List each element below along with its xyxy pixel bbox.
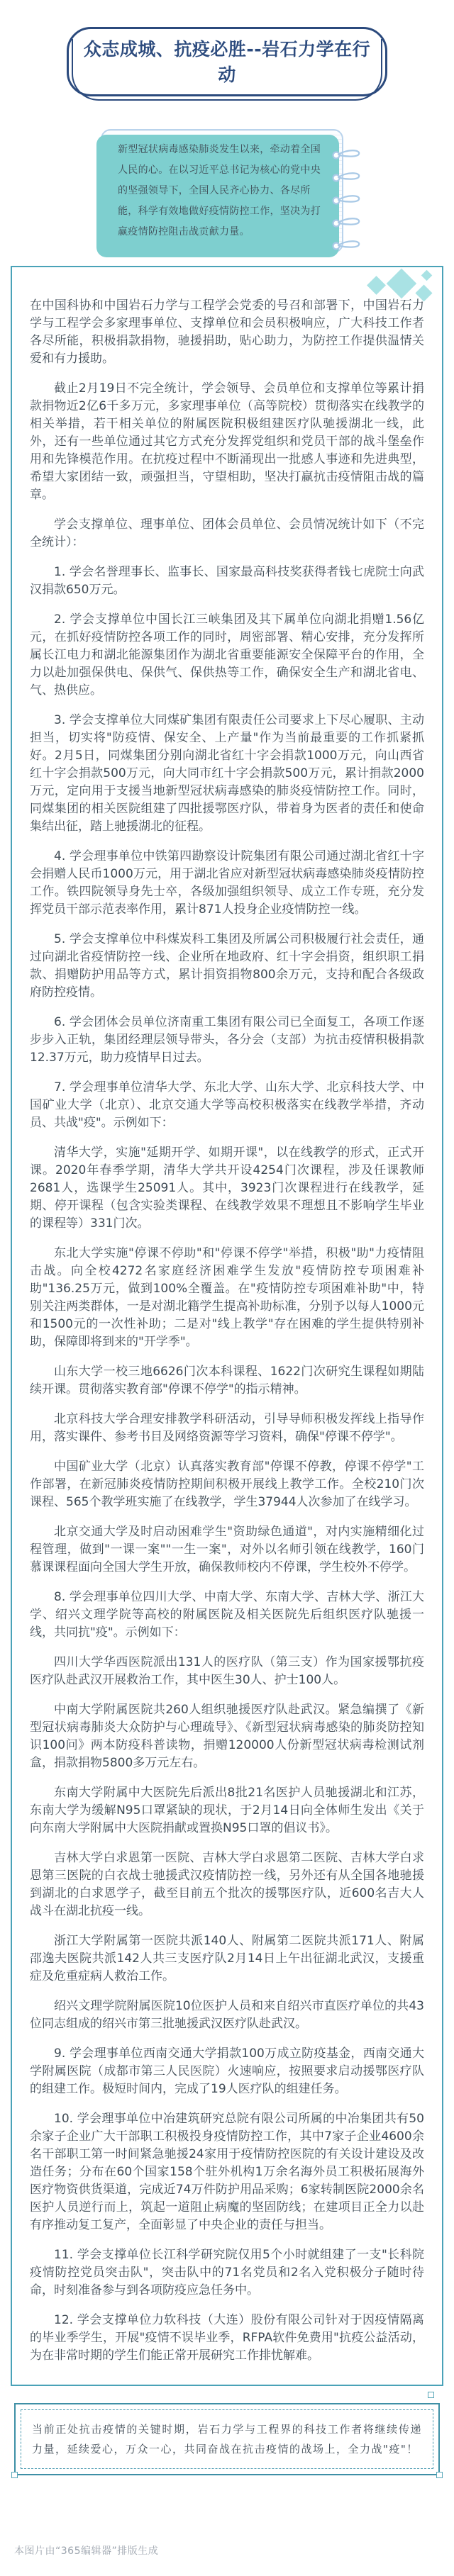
paragraph: 学会支撑单位、理事单位、团体会员单位、会员情况统计如下（不完全统计）： [30, 517, 424, 549]
paragraph: 东北大学实施"停课不停助"和"停课不停学"举措，积极"助"力疫情阻击战。向全校4272名家庭经济困难学生发放"疫情防控专项困难补助"136.25万元，做到100%全覆盖。在"疫情防控专项困难补助"中，特别关注两类群体，一是对湖北籍学生提高补助标准，分别予以每人1000元和1500元的一次性补助；二是对"线上教学"存在困难的学生提供特别补助，保障即将到来的"开学季"。 [30, 1246, 424, 1349]
binder-ring-icon [331, 238, 363, 251]
paragraph: 山东大学一校三地6626门次本科课程、1622门次研究生课程如期陆续开课。贯彻落实教育部"停课不停学"的指示精神。 [30, 1365, 424, 1396]
paragraph: 吉林大学白求恩第一医院、吉林大学白求恩第二医院、吉林大学白求恩第三医院的白衣战士驰援武汉疫情防控一线，另外还有从全国各地驰援到湖北的白求恩学子，截至目前五个批次的援鄂医疗队，近600名吉大人战斗在湖北抗疫一线。 [30, 1851, 424, 1918]
paragraph: 2. 学会支撑单位中国长江三峡集团及其下属单位向湖北捐赠1.56亿元，在抓好疫情防控各项工作的同时，周密部署、精心安排，充分发挥所属长江电力和湖北能源集团作为湖北省重要能源安全保障平台的作用，全力以赴加强保供电、保供气、保供热等工作，确保安全生产和湖北省电、气、热供应。 [30, 612, 424, 698]
paragraph: 10. 学会理事单位中冶建筑研究总院有限公司所属的中冶集团共有50余家子企业广大干部职工积极投身疫情防控工作，其中7家子企业4600余名干部职工第一时间紧急驰援24家用于疫情防控医院的有关设计建设及改造任务；分布在60个国家158个驻外机构1万余名海外员工积极拓展海外医疗物资供货渠道，完成近74万件防护用品采购；6家转制医院2000余名医护人员逆行而上，筑起一道阻止病魔的坚固防线；在建项目正全力以赴有序推动复工复产，全面彰显了中央企业的责任与担当。 [30, 2112, 424, 2232]
paragraph: 3. 学会支撑单位大同煤矿集团有限责任公司要求上下尽心履职、主动担当，切实将"防疫情、保安全、上产量"作为当前最重要的工作抓紧抓好。2月5日，同煤集团分别向湖北省红十字会捐款1000万元，向山西省红十字会捐款500万元，向大同市红十字会捐款500万元，累计捐款2000万元，定向用于支援当地新型冠状病毒感染的肺炎疫情防控工作。同时，同煤集团的相关医院组建了四批援鄂医疗队，带着身为医者的责任和使命集结出征，踏上驰援湖北的征程。 [30, 713, 424, 834]
footer-credit: 本图片由“365编辑器”排版生成 [14, 2546, 159, 2557]
paragraph: 北京交通大学及时启动困难学生"资助绿色通道"，对内实施精细化过程管理，做到"一课一案""一生一案"，对外以名师引领在线教学，160门慕课课程面向全国大学生开放，确保教师校内不停课，学生校外不停学。 [30, 1525, 424, 1574]
paragraph: 12. 学会支撑单位力软科技（大连）股份有限公司针对于因疫情隔离的毕业季学生，开展"疫情不误毕业季，RFPA软件免费用"抗疫公益活动，为在非常时期的学生们能正常开展研究工作排忧解难。 [30, 2313, 424, 2363]
binder-ring-icon [331, 193, 363, 206]
paragraph: 截止2月19日不完全统计，学会领导、会员单位和支撑单位等累计捐款捐物近2亿6千多万元，多家理事单位（高等院校）贯彻落实在线教学的相关举措，若干相关单位的附属医院积极组建医疗队驰援湖北一线，此外，还有一些单位通过其它方式充分发挥党组织和党员干部的战斗堡垒作用和先锋模范作用。在抗疫过程中不断涌现出一批感人事迹和先进典型，希望大家团结一致，顽强担当，守望相助，坚决打赢抗击疫情阻击战的篇章。 [30, 381, 424, 502]
selection-handle [11, 2472, 18, 2478]
diamond-deco-icon [421, 270, 433, 281]
title-banner [67, 27, 387, 96]
paragraph: 清华大学，实施"延期开学、如期开课"，以在线教学的形式，正式开课。2020年春季学期，清华大学共开设4254门次课程，涉及任课教师2681人，选课学生25091人。其中，3923门次课程进行在线教学，延期、停开课程（包含实验类课程、在线教学效果不理想且不影响学生毕业的课程等）331门次。 [30, 1146, 424, 1231]
paragraph: 在中国科协和中国岩石力学与工程学会党委的号召和部署下，中国岩石力学与工程学会多家理事单位、支撑单位和会员积极响应，广大科技工作者各尽所能，积极捐款捐物，驰援捐助，贴心助力，为防控工作提供温情关爱和有力援助。 [30, 298, 424, 366]
page-title: 众志成城、抗疫必胜--岩石力学在行动 [67, 27, 387, 96]
paragraph: 4. 学会理事单位中铁第四勘察设计院集团有限公司通过湖北省红十字会捐赠人民币1000万元，用于湖北省应对新型冠状病毒感染肺炎疫情防控工作。铁四院领导身先士卒，各级加强组织领导、成立工作专班，充分发挥党员干部示范表率作用，累计871人投身企业疫情防控一线。 [30, 849, 424, 917]
paragraph: 1. 学会名誉理事长、监事长、国家最高科技奖获得者钱七虎院士向武汉捐款650万元。 [30, 565, 424, 597]
diamond-deco-icon [367, 276, 386, 295]
callout-text: 当前正处抗击疫情的关键时期，岩石力学与工程界的科技工作者将继续传递力量，延续爱心，万众一心，共同奋战在抗击疫情的战场上，全力战"疫"！ [21, 2409, 433, 2469]
paragraph: 8. 学会理事单位四川大学、中南大学、东南大学、吉林大学、浙江大学、绍兴文理学院等高校的附属医院及相关医院先后组织医疗队驰援一线，共同抗"疫"。示例如下： [30, 1590, 424, 1640]
binder-ring-icon [331, 170, 363, 183]
paragraph: 6. 学会团体会员单位济南重工集团有限公司已全面复工，各项工作逐步步入正轨，集团经理层领导带头，各分会（支部）为抗击疫情积极捐款12.37万元，助力疫情早日过去。 [30, 1015, 424, 1065]
paragraph: 四川大学华西医院派出131人的医疗队（第三支）作为国家援鄂抗疫医疗队赴武汉开展救治工作，其中医生30人、护士100人。 [30, 1655, 424, 1687]
paragraph: 东南大学附属中大医院先后派出8批21名医护人员驰援湖北和江苏，东南大学为缓解N95口罩紧缺的现状，于2月14日向全体师生发出《关于向东南大学附属中大医院捐献或置换N95口罩的倡议书》。 [30, 1786, 424, 1835]
paragraph: 5. 学会支撑单位中科煤炭科工集团及所属公司积极履行社会责任，通过向湖北省疫情防控一线、企业所在地政府、红十字会捐资，组织职工捐款、捐赠防护用品等方式，累计捐资捐物800余万元，支持和配合各级政府防控疫情。 [30, 932, 424, 999]
main-article [11, 266, 443, 2386]
note-card [101, 129, 343, 253]
paragraph: 浙江大学附属第一医院共派140人、附属第二医院共派171人、附属邵逸夫医院共派142人共三支医疗队2月14日上午出征湖北武汉，支援重症及危重症病人救治工作。 [30, 1934, 424, 1983]
paragraph: 11. 学会支撑单位长江科学研究院仅用5个小时就组建了一支"长科院疫情防控党员突击队"，突击队中的71名党员和2名入党积极分子随时待命，时刻准备参与到各项防疫应急任务中。 [30, 2248, 424, 2297]
paragraph: 北京科技大学合理安排教学科研活动，引导导师积极发挥线上指导作用，落实课件、参考书目及网络资源等学习资料，确保"停课不停学"。 [30, 1412, 424, 1444]
paragraph: 中国矿业大学（北京）认真落实教育部"停课不停教，停课不停学"工作部署，在新冠肺炎疫情防控期间积极开展线上教学工作。全校210门次课程、565个教学班实施了在线教学，学生37944人次参加了在线学习。 [30, 1460, 424, 1509]
selection-handle [428, 2392, 434, 2398]
binder-ring-icon [331, 147, 363, 160]
paragraph: 7. 学会理事单位清华大学、东北大学、山东大学、北京科技大学、中国矿业大学（北京）、北京交通大学等高校积极落实在线教学举措，齐动员、共战"疫"。示例如下： [30, 1080, 424, 1130]
note-card-text: 新型冠状病毒感染肺炎发生以来，牵动着全国人民的心。在以习近平总书记为核心的党中央的坚强领导下，全国人民齐心协力、各尽所能，科学有效地做好疫情防控工作，坚决为打赢疫情防控阻击战贡献力量。 [118, 144, 321, 237]
paragraph: 中南大学附属医院共260人组织驰援医疗队赴武汉。紧急编撰了《新型冠状病毒肺炎大众防护与心理疏导》、《新型冠状病毒感染的肺炎防控知识100问》两本防疫科普读物，捐赠120000人份新型冠状病毒检测试剂盒，捐款捐物5800多万元左右。 [30, 1703, 424, 1770]
selection-handle [436, 2472, 443, 2478]
diamond-deco-icon [387, 269, 416, 298]
paragraph: 绍兴文理学院附属医院10位医护人员和来自绍兴市直医疗单位的共43位同志组成的绍兴市第三批驰援武汉医疗队赴武汉。 [30, 1999, 424, 2031]
paragraph: 9. 学会理事单位西南交通大学捐款100万成立防疫基金，西南交通大学附属医院（成都市第三人民医院）火速响应，按照要求启动援鄂医疗队的组建工作。极短时间内，完成了19人医疗队的组建任务。 [30, 2046, 424, 2096]
callout-box [14, 2403, 440, 2475]
binder-ring-icon [331, 215, 363, 228]
